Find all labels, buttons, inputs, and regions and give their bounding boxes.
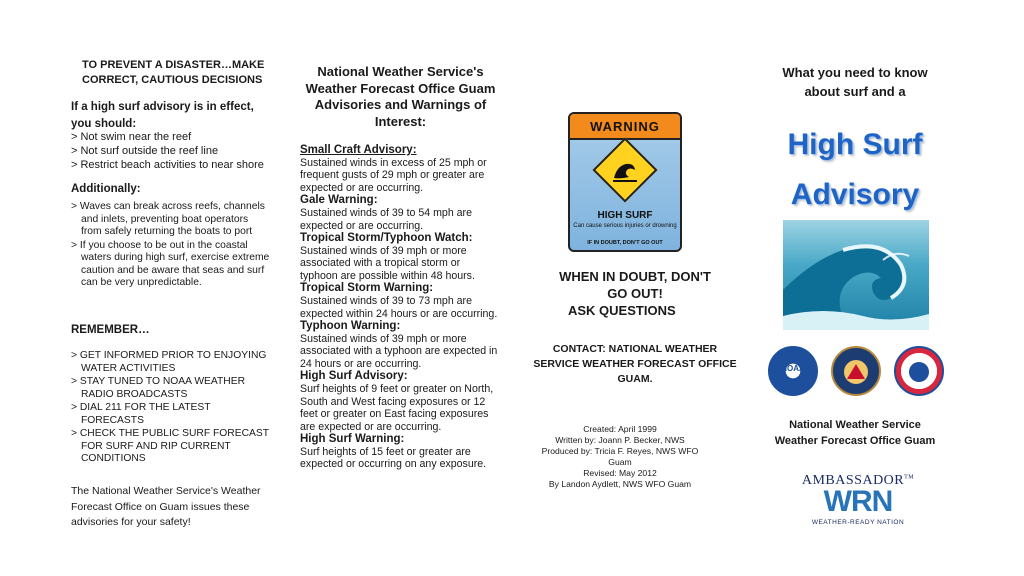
remember-list — [71, 350, 271, 467]
entry-title: Small Craft Advisory: — [300, 144, 417, 156]
advisory-title-line-1: If a high surf advisory is in effect, — [71, 101, 254, 113]
doubt-line: GO OUT! — [607, 286, 663, 301]
additionally-list — [71, 201, 271, 291]
panel-cover — [750, 0, 960, 576]
list-item: > If you choose to be out in the coastal waters during high surf, exercise extreme caution and be aware that seas and surf can be very unpredictable. — [71, 239, 270, 288]
credit-line: Produced by: Tricia F. Reyes, NWS WFO Guam — [541, 446, 699, 467]
should-list — [71, 131, 271, 173]
contact-text: CONTACT: NATIONAL WEATHER SERVICE WEATHER FORECAST OFFICE GUAM. — [533, 343, 737, 385]
advisory-entry — [300, 370, 500, 433]
nws-office-name — [750, 418, 960, 449]
cover-intro-line: about surf and a — [804, 83, 906, 99]
prevent-disaster-heading: TO PREVENT A DISASTER…MAKE CORRECT, CAUTIOUS DECISIONS — [82, 59, 265, 86]
cover-title-line: Advisory — [790, 178, 920, 211]
panel-safety-tips — [62, 0, 270, 576]
ambassador-word: AMBASSADOR — [801, 473, 905, 488]
wrn-subtitle: WEATHER-READY NATION — [811, 519, 905, 526]
entry-desc: Surf heights of 9 feet or greater on North, South and West facing exposures or 12 feet or greater on East facing exposures are expected or are occurring. — [300, 383, 494, 433]
list-item: > Not surf outside the reef line — [71, 145, 219, 157]
noaa-logo-icon — [768, 346, 818, 396]
trademark-mark: TM — [904, 474, 915, 481]
advisory-entry — [300, 232, 500, 282]
list-item: > Restrict beach activities to near shore — [71, 159, 264, 171]
sign-header-text: WARNING — [590, 118, 660, 134]
entry-desc: Sustained winds of 39 to 73 mph are expected within 24 hours or are occurring. — [300, 295, 498, 320]
cover-intro — [750, 64, 960, 101]
entry-desc: Sustained winds of 39 mph or more associated with a typhoon are expected in 24 hours or are occurring. — [300, 333, 498, 370]
list-item: > GET INFORMED PRIOR TO ENJOYING WATER ACTIVITIES — [71, 350, 267, 374]
additionally-title: Additionally: — [71, 183, 141, 195]
entry-title: High Surf Warning: — [300, 432, 405, 445]
cover-title — [750, 120, 960, 220]
advisory-entry — [300, 320, 500, 370]
entry-desc: Sustained winds of 39 to 54 mph are expected or are occurring. — [300, 207, 472, 232]
credit-line: Revised: May 2012 — [583, 468, 657, 478]
weather-ready-nation-logo — [788, 473, 928, 533]
entry-title: Tropical Storm/Typhoon Watch: — [300, 232, 473, 245]
advisory-entry — [300, 282, 500, 320]
advisories-title: National Weather Service's Weather Forecast Office Guam Advisories and Warnings of Interest: — [305, 64, 496, 129]
doubt-line: WHEN IN DOUBT, DON'T — [559, 269, 711, 284]
panel-warning — [530, 0, 740, 576]
entry-title: Gale Warning: — [300, 194, 378, 207]
dhs-seal-icon — [831, 346, 881, 396]
wave-icon — [611, 158, 639, 186]
credit-line: Written by: Joann P. Becker, NWS — [555, 435, 685, 445]
wave-illustration — [783, 220, 929, 330]
sign-header — [570, 114, 680, 140]
nws-line: Weather Forecast Office Guam — [774, 434, 936, 447]
nws-logo-icon — [894, 346, 944, 396]
advisory-entry — [300, 144, 500, 194]
sign-bottom-text: IF IN DOUBT, DON'T GO OUT — [587, 240, 663, 246]
wave-image — [783, 220, 929, 330]
list-item: > CHECK THE PUBLIC SURF FORECAST FOR SURF AND RIP CURRENT CONDITIONS — [71, 428, 269, 464]
panel-advisories — [298, 0, 503, 576]
credit-line: Created: April 1999 — [583, 424, 657, 434]
when-in-doubt-text — [530, 268, 740, 319]
credits — [530, 424, 710, 490]
triangle-icon — [847, 364, 865, 379]
advisory-title-line-2: you should: — [71, 118, 137, 130]
agency-logos — [768, 346, 944, 398]
cover-intro-line: What you need to know — [782, 65, 928, 80]
nws-line: National Weather Service — [789, 419, 921, 431]
advisory-entry — [300, 433, 500, 471]
entry-desc: Surf heights of 15 feet or greater are expected or occurring on any exposure. — [300, 445, 487, 471]
sign-subtitle: Can cause serious injuries or drowning — [573, 223, 677, 229]
nws-logo-center — [909, 362, 929, 382]
noaa-logo-text: NOAA — [781, 364, 805, 373]
safety-footer-text: The National Weather Service's Weather Forecast Office on Guam issues these advisories for your safety! — [71, 485, 261, 528]
remember-title: REMEMBER… — [71, 324, 150, 336]
entry-desc: Sustained winds in excess of 25 mph or frequent gusts of 29 mph or greater are expected or are occurring. — [300, 157, 487, 194]
entry-title: High Surf Advisory: — [300, 370, 408, 383]
wrn-text: WRN — [823, 485, 893, 518]
credit-line: By Landon Aydlett, NWS WFO Guam — [548, 479, 692, 489]
list-item: > STAY TUNED TO NOAA WEATHER RADIO BROADCASTS — [71, 376, 246, 400]
cover-title-line: High Surf — [787, 128, 923, 161]
entry-title: Typhoon Warning: — [300, 320, 401, 333]
list-item: > Waves can break across reefs, channels and inlets, preventing boat operators from safely returning the boats to port — [71, 201, 265, 237]
sign-title: HIGH SURF — [597, 210, 653, 221]
entry-title: Tropical Storm Warning: — [300, 282, 434, 295]
high-surf-warning-sign — [568, 112, 682, 252]
doubt-line: ASK QUESTIONS — [568, 303, 676, 318]
list-item: > DIAL 211 FOR THE LATEST FORECASTS — [71, 402, 211, 426]
list-item: > Not swim near the reef — [71, 131, 192, 143]
advisory-entry — [300, 194, 500, 232]
advisory-entries — [300, 144, 500, 471]
entry-desc: Sustained winds of 39 mph or more associated with a tropical storm or typhoon are possible within 48 hours. — [300, 245, 475, 282]
